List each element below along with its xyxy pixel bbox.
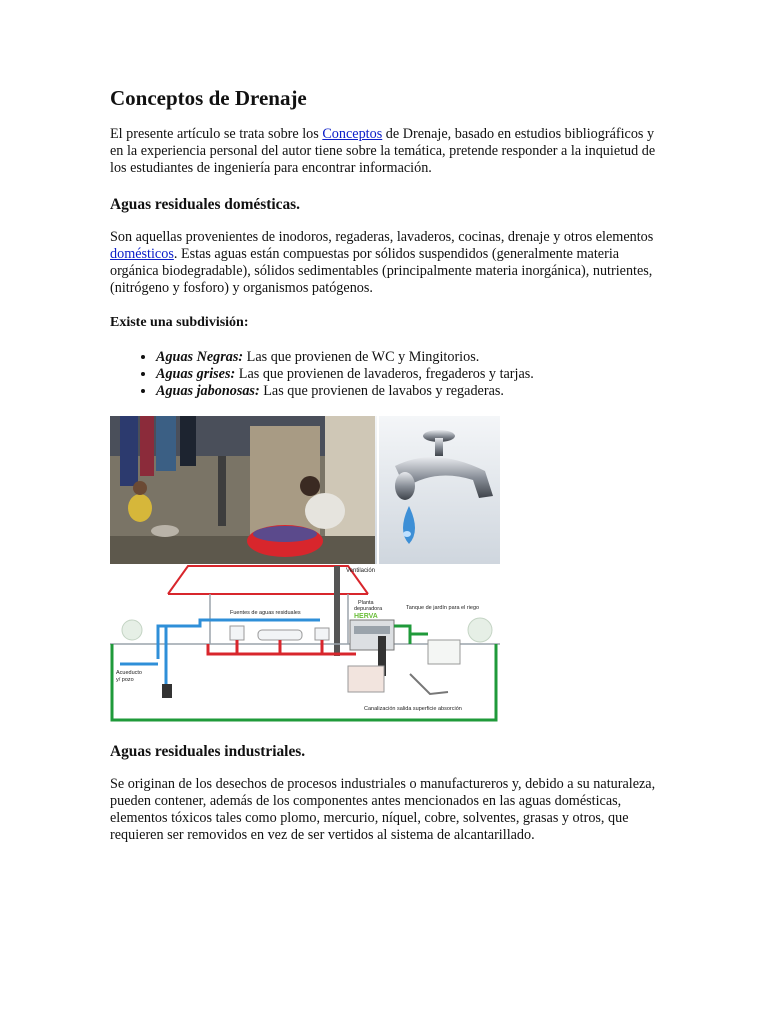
subdivision-label: Existe una subdivisión: [110,315,249,330]
label-fuentes: Fuentes de aguas residuales [230,610,301,616]
label-brand: HERVA [354,613,378,620]
label-planta-2: depuradora [354,606,383,612]
domesticos-link[interactable]: domésticos [110,246,174,262]
section-heading-domesticas: Aguas residuales domésticas. [110,196,300,213]
label-planta-1: Planta [358,600,374,606]
conceptos-link[interactable]: Conceptos [322,126,383,142]
industriales-paragraph: Se originan de los desechos de procesos industriales o manufactureros y, debido a su naturaleza, pueden contener, además de los componentes antes mencionados en las aguas domésticas, elementos tóxicos tales como plomo, mercurio, níquel, cobre, solventes, grasas y otros, que requieren ser removidos en vez de ser vertidos al sistema de alcantarillado. [110,776,656,843]
section-heading-industriales: Aguas residuales industriales. [110,743,306,760]
subdivision-list [110,349,660,400]
page-title: Conceptos de Drenaje [110,86,307,110]
list-item: • Aguas grises: Las que provienen de lavaderos, fregaderos y tarjas. [156,366,660,383]
faucet-photo [375,416,500,564]
label-acueducto-1: Acueducto [116,670,142,676]
drainage-diagram [110,564,500,722]
figure-wastewater [110,416,500,722]
intro-paragraph: El presente artículo se trata sobre los Conceptos de Drenaje, basado en estudios bibliográficos y en la experiencia personal del autor tiene sobre la temática, pretende responder a la inquietud de los estudiantes de ingeniería para encontrar información. [110,126,656,176]
list-item: • Aguas jabonosas: Las que provienen de lavabos y regaderas. [156,383,660,400]
document-page [110,84,660,844]
domesticas-paragraph: Son aquellas provenientes de inodoros, regaderas, lavaderos, cocinas, drenaje y otros elementos domésticos. Estas aguas están compuestas por sólidos suspendidos (generalmente materia orgánica biodegradable), sólidos sedimentables (principalmente materia inorgánica), nutrientes, (nitrógeno y fosforo) y organismos patógenos. [110,229,654,296]
label-tanque: Tanque de jardín para el riego [406,605,480,611]
photo-strip [110,416,500,564]
list-item: • Aguas Negras: Las que provienen de WC y Mingitorios. [156,349,660,366]
label-canalizacion: Canalización salida superficie absorción [364,706,462,712]
laundry-photo [110,416,375,564]
label-acueducto-2: y/ pozo [116,677,134,683]
label-ventilacion: Ventilación [346,568,376,574]
